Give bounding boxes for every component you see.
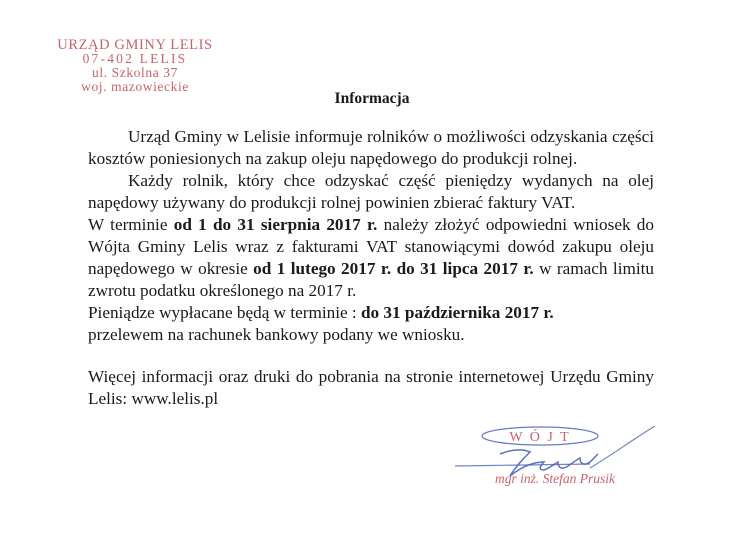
paragraph-deadline [88, 214, 654, 302]
payment-text-1: Pieniądze wypłacane będą w terminie : [88, 303, 361, 322]
signature-graphic [440, 418, 700, 498]
document-title-text: Informacja [334, 90, 410, 107]
deadline-bold-1: od 1 do 31 sierpnia 2017 r. [173, 215, 378, 234]
signature-name: mgr inż. Stefan Prusik [495, 471, 615, 486]
signature-stamp [440, 418, 700, 498]
paragraph-invoices: Każdy rolnik, który chce odzyskać część pieniędzy wydanych na olej napędowy używany do produkcji rolnej powinien zbierać faktury VAT. [88, 171, 654, 212]
stamp-line-postcode: 07-402 LELIS [82, 51, 188, 66]
signature-title: W Ó J T [509, 430, 571, 445]
paragraph-spacer [88, 346, 654, 366]
paragraph-intro: Urząd Gminy w Lelisie informuje rolników o możliwości odzyskania części kosztów poniesionych na zakup oleju napędowego do produkcji rolnej. [88, 127, 654, 168]
stamp-line-street: ul. Szkolna 37 [91, 65, 179, 80]
stamp-line-region: woj. mazowieckie [81, 79, 189, 94]
deadline-text-3: w ramach limitu zwrotu podatku określonego na 2017 r. [88, 259, 654, 300]
paragraph-payment [88, 302, 654, 324]
office-stamp [40, 38, 230, 94]
deadline-bold-2: od 1 lutego 2017 r. do 31 lipca 2017 r. [253, 259, 534, 278]
deadline-text-1: W terminie [88, 215, 174, 234]
paragraph-payment-method: przelewem na rachunek bankowy podany we wniosku. [88, 325, 465, 344]
document-body [88, 126, 654, 410]
paragraph-more-info: Więcej informacji oraz druki do pobrania na stronie internetowej Urzędu Gminy Lelis: www.lelis.pl [88, 367, 654, 408]
document-title [0, 90, 739, 108]
payment-bold-1: do 31 października 2017 r. [360, 303, 554, 322]
signature-flourish [590, 426, 655, 468]
deadline-text-2: należy złożyć odpowiedni wniosek do Wójta Gminy Lelis wraz z fakturami VAT stanowiącymi dowód zakupu oleju napędowego w okresie [88, 215, 654, 278]
stamp-line-office: URZĄD GMINY LELIS [57, 37, 213, 53]
